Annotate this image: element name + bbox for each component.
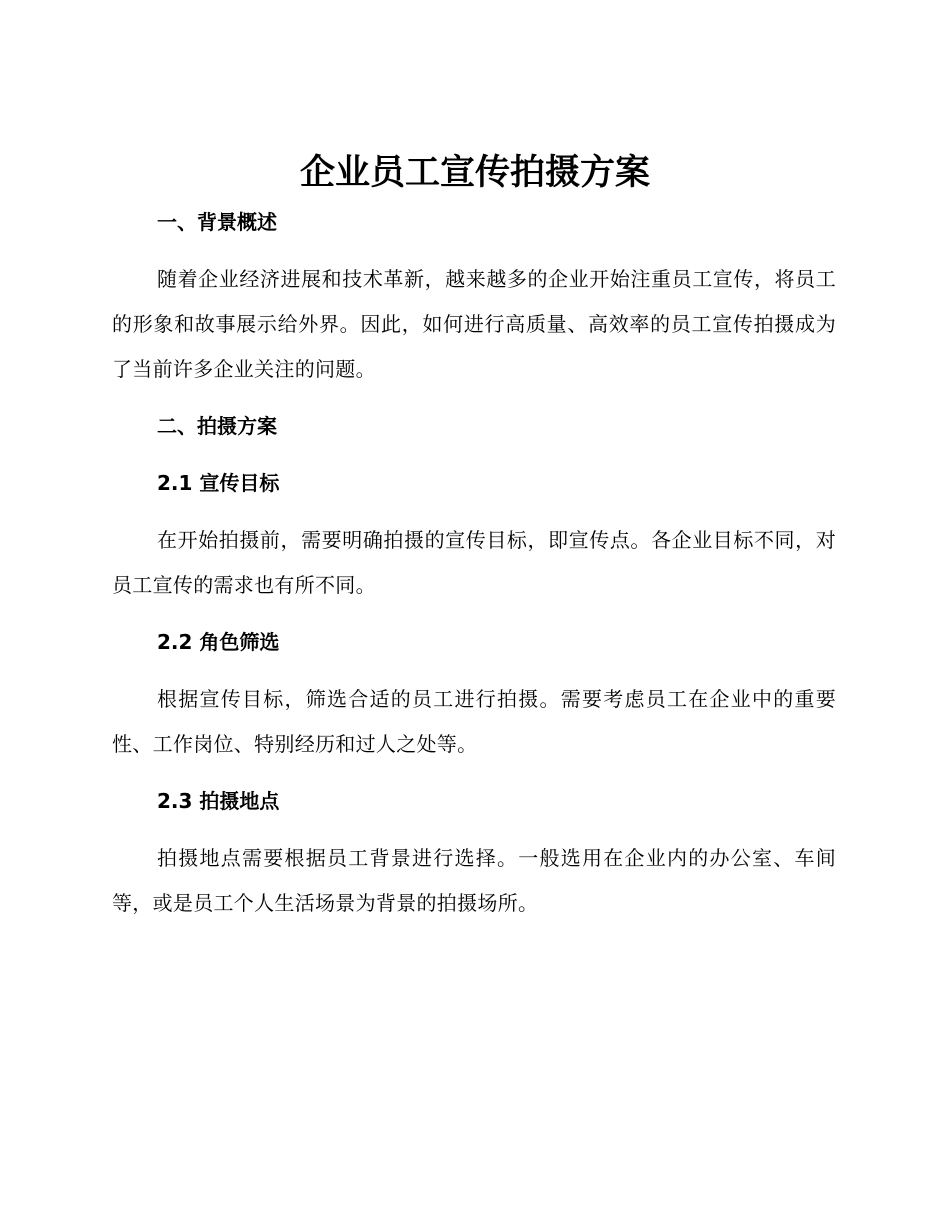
- section-heading-plan: 二、拍摄方案: [157, 414, 277, 438]
- paragraph-goal: 在开始拍摄前，需要明确拍摄的宣传目标，即宣传点。各企业目标不同，对员工宣传的需求也有所不同。: [112, 528, 836, 597]
- paragraph-background: 随着企业经济进展和技术革新，越来越多的企业开始注重员工宣传，将员工的形象和故事展示给外界。因此，如何进行高质量、高效率的员工宣传拍摄成为了当前许多企业关注的问题。: [112, 267, 836, 381]
- subsection-heading-casting: 2.2 角色筛选: [157, 630, 280, 654]
- subsection-heading-location: 2.3 拍摄地点: [157, 789, 280, 813]
- paragraph-casting: 根据宣传目标，筛选合适的员工进行拍摄。需要考虑员工在企业中的重要性、工作岗位、特别经历和过人之处等。: [112, 687, 836, 756]
- document-title: 企业员工宣传拍摄方案: [299, 153, 650, 193]
- subsection-heading-goal: 2.1 宣传目标: [157, 471, 280, 495]
- section-heading-background: 一、背景概述: [157, 210, 277, 234]
- paragraph-location: 拍摄地点需要根据员工背景进行选择。一般选用在企业内的办公室、车间等，或是员工个人生活场景为背景的拍摄场所。: [112, 846, 836, 915]
